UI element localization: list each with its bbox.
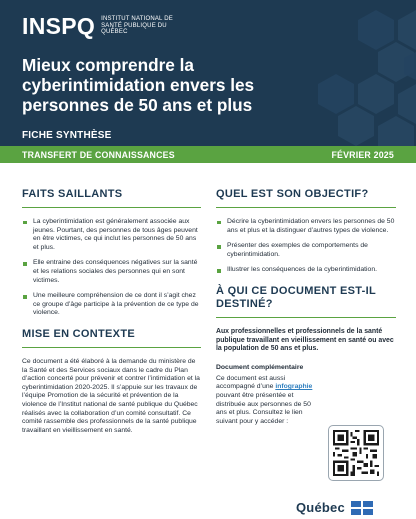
quebec-flag-icon xyxy=(351,501,373,515)
category-band xyxy=(0,146,416,163)
faits-saillants-heading: FAITS SAILLANTS xyxy=(22,188,201,208)
faits-saillants-list xyxy=(22,218,201,318)
infographie-link[interactable]: infographie xyxy=(275,383,313,391)
quebec-wordmark: Québec xyxy=(296,500,345,515)
audience-text: Aux professionnelles et professionnels de la santé publique travaillant en vieillissement en santé ou avec la population de 50 ans et plus. xyxy=(216,327,394,353)
complementary-document-label: Document complémentaire xyxy=(216,363,304,371)
qr-code-icon xyxy=(333,430,379,476)
list-item: Une meilleure compréhension de ce dont il s’agit chez ce groupe d’âge participe à la prévention de ce type de violence. xyxy=(22,292,201,318)
qr-code[interactable] xyxy=(328,425,384,481)
audience-heading: À QUI CE DOCUMENT EST-IL DESTINÉ? xyxy=(216,285,396,318)
category-label: TRANSFERT DE CONNAISSANCES xyxy=(22,149,175,160)
page-title: Mieux comprendre la cyberintimidation envers les personnes de 50 ans et plus xyxy=(22,55,255,115)
mise-en-contexte-text: Ce document a été élaboré à la demande du ministère de la Santé et des Services sociaux dans le cadre du Plan d’action concerté pour prévenir et contrer l’intimidation et la cyberintimidation 2020-2025. Il s’appuie sur les travaux de l’équipe Promotion de la sécurité et prévention de la violence de l’Institut national de santé publique du Québec réalisés avec la collaboration d’un comité consultatif. Ce comité rassemble des professionnels de la santé publique travaillant en vieillissement en santé. xyxy=(22,357,200,434)
complementary-document-text: Ce document est aussi accompagné d’une infographie pouvant être présentée et distribuée aux personnes de 50 ans et plus. Consultez le lien suivant pour y accéder : xyxy=(216,374,313,425)
list-item: Elle entraine des conséquences négatives sur la santé et les relations sociales des personnes qui en sont victimes. xyxy=(22,259,201,285)
mise-en-contexte-heading: MISE EN CONTEXTE xyxy=(22,328,201,348)
logo-mark: INSPQ xyxy=(22,13,96,39)
objectif-list xyxy=(216,218,396,275)
list-item: Présenter des exemples de comportements de cyberintimidation. xyxy=(216,242,396,259)
objectif-heading: QUEL EST SON OBJECTIF? xyxy=(216,188,396,208)
quebec-logo[interactable] xyxy=(296,500,373,515)
left-column xyxy=(22,188,201,435)
right-column xyxy=(216,188,396,426)
document-type-label: FICHE SYNTHÈSE xyxy=(22,130,112,141)
inspq-logo[interactable] xyxy=(22,14,179,38)
logo-institute-name: INSTITUT NATIONAL DE SANTÉ PUBLIQUE DU QUÉBEC xyxy=(101,16,173,36)
header-banner xyxy=(0,0,416,163)
publication-date: FÉVRIER 2025 xyxy=(331,149,394,160)
list-item: La cyberintimidation est généralement associée aux jeunes. Pourtant, des personnes de tous âges peuvent en être victimes, ce qui inclut les personnes de 50 ans et plus. xyxy=(22,218,201,252)
list-item: Illustrer les conséquences de la cyberintimidation. xyxy=(216,266,396,275)
list-item: Décrire la cyberintimidation envers les personnes de 50 ans et plus et la distinguer d’autres types de violence. xyxy=(216,218,396,235)
